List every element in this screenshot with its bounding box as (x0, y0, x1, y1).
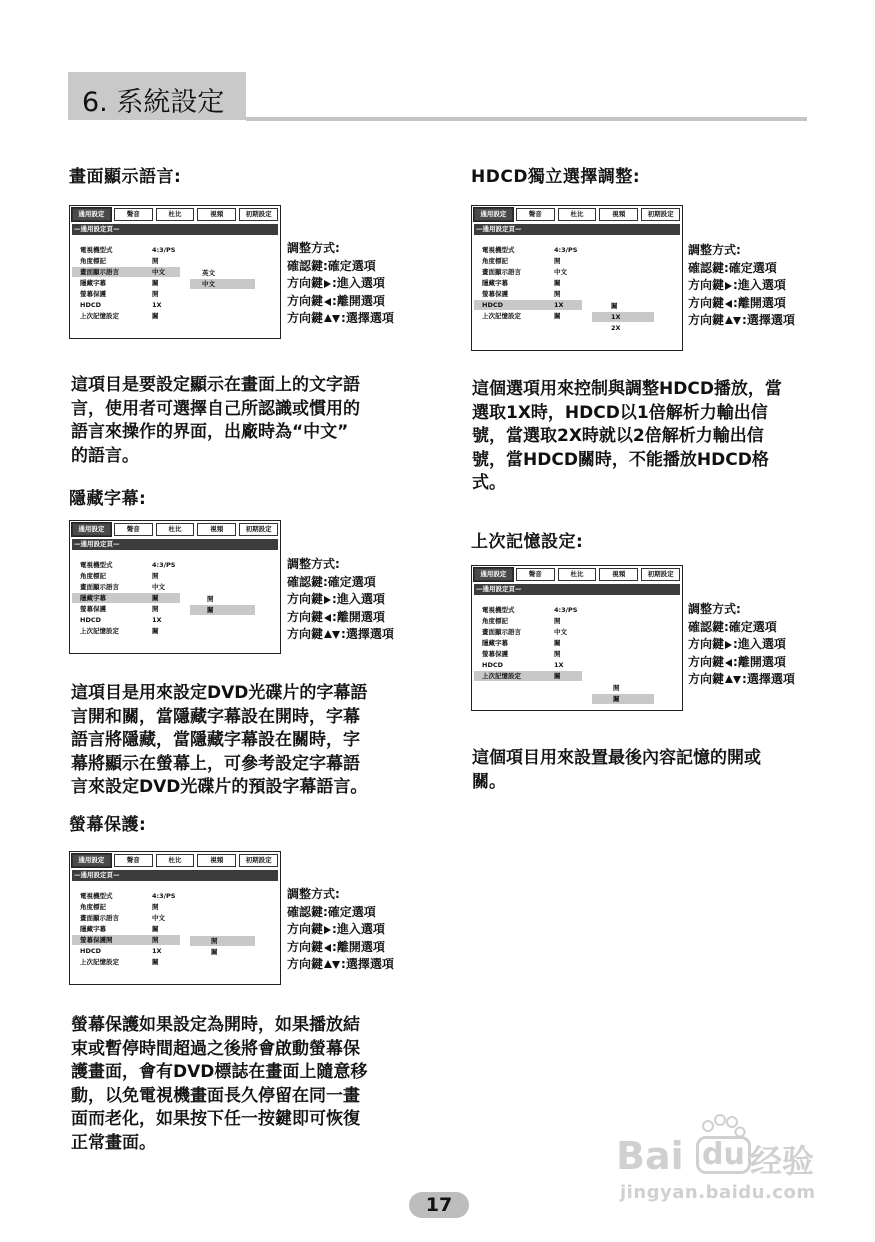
up-arrow-icon (324, 630, 332, 638)
menu-row: 隱藏字幕 關 (482, 639, 561, 647)
menu-bar: —通用設定頁— (72, 870, 278, 881)
menu-row-selected: 上次記憶設定 關 (474, 671, 582, 681)
tab-dolby: 杜比 (558, 208, 597, 221)
tab-audio: 聲音 (516, 208, 555, 221)
tab-general: 通用設定 (72, 854, 111, 867)
down-arrow-icon (332, 961, 340, 969)
tab-audio: 聲音 (114, 523, 153, 536)
menu-row-selected: 畫面顯示語言 中文 (72, 267, 180, 277)
screensaver-heading: 螢幕保護: (69, 815, 147, 835)
menu-row: HDCD 1X (80, 301, 162, 309)
baidu-watermark: Bai du 经验 jingyan.baidu.com (612, 1112, 827, 1212)
menu-row: 電視機型式 4:3/PS (482, 246, 578, 254)
menu-row: 畫面顯示語言 中文 (80, 914, 165, 922)
screensaver-instructions: 調整方式: 確認鍵:確定選項 方向鍵 :進入選項 方向鍵 :離開選項 方向鍵 :選擇選項 (287, 887, 394, 971)
tab-initial: 初期設定 (239, 523, 278, 536)
menu-tabs (72, 208, 278, 223)
menu-row: HDCD 1X (80, 947, 162, 955)
tab-initial: 初期設定 (641, 568, 680, 581)
tab-initial: 初期設定 (239, 854, 278, 867)
up-arrow-icon (324, 960, 332, 968)
menu-row: 畫面顯示語言 中文 (482, 268, 567, 276)
left-arrow-icon (324, 298, 331, 306)
tab-initial: 初期設定 (641, 208, 680, 221)
tab-general: 通用設定 (474, 568, 513, 581)
chapter-header (68, 72, 246, 120)
menu-row: 電視機型式 4:3/PS (80, 246, 176, 254)
menu-row: 角度標記 開 (482, 617, 561, 625)
submenu-highlight (592, 694, 654, 704)
submenu-highlight (190, 279, 255, 289)
tab-dolby: 杜比 (156, 208, 195, 221)
tab-audio: 聲音 (114, 208, 153, 221)
subtitle-menu (69, 520, 281, 654)
chapter-rule (246, 117, 807, 121)
subtitle-heading: 隱藏字幕: (69, 489, 147, 509)
menu-row: HDCD 1X (482, 661, 564, 669)
tab-audio: 聲音 (114, 854, 153, 867)
screensaver-menu (69, 851, 281, 985)
down-arrow-icon (332, 631, 340, 639)
submenu-option: 關 (211, 948, 218, 956)
screensaver-paragraph: 螢幕保護如果設定為開時，如果播放結 束或暫停時間超過之後將會啟動螢幕保 護畫面，會有DVD標誌在畫面上隨意移 動，以免電視機畫面長久停留在同一畫 面而老化，如果按下任一按鍵即可恢復 正常畫面。 (71, 1015, 368, 1153)
submenu-option: 1X (611, 313, 621, 321)
menu-row: 角度標記 開 (80, 572, 159, 580)
tab-video: 視頻 (599, 208, 638, 221)
chapter-title: 6. 系統設定 (82, 87, 225, 118)
tab-general: 通用設定 (72, 523, 111, 536)
menu-row: 螢幕保護 開 (80, 290, 159, 298)
tab-video: 視頻 (197, 523, 236, 536)
menu-row: 螢幕保護 開 (482, 290, 561, 298)
hdcd-heading: HDCD獨立選擇調整: (471, 167, 641, 187)
menu-row: 隱藏字幕 關 (482, 279, 561, 287)
submenu-option: 中文 (202, 280, 215, 288)
menu-row: 上次記憶設定 關 (80, 958, 159, 966)
subtitle-paragraph: 這項目是用來設定DVD光碟片的字幕語 言開和關，當隱藏字幕設在開時，字幕 語言將隱藏，當隱藏字幕設在關時，字 幕將顯示在螢幕上，可參考設定字幕語 言來設定DVD光碟片的預設字幕語言。 (71, 683, 368, 797)
tab-general: 通用設定 (474, 208, 513, 221)
menu-row: HDCD 1X (80, 616, 162, 624)
hdcd-menu (471, 205, 683, 351)
language-instructions: 調整方式: 確認鍵:確定選項 方向鍵 :進入選項 方向鍵 :離開選項 方向鍵 :選擇選項 (287, 241, 394, 325)
up-arrow-icon (725, 316, 733, 324)
left-arrow-icon (725, 659, 732, 667)
menu-row: 角度標記 開 (80, 257, 159, 265)
subtitle-instructions: 調整方式: 確認鍵:確定選項 方向鍵 :進入選項 方向鍵 :離開選項 方向鍵 :選擇選項 (287, 557, 394, 641)
lastmemory-paragraph: 這個項目用來設置最後內容記憶的開或 關。 (472, 748, 761, 792)
tab-video: 視頻 (197, 208, 236, 221)
submenu-highlight (190, 605, 255, 615)
submenu-option: 開 (211, 937, 218, 945)
language-menu (69, 205, 281, 339)
tab-dolby: 杜比 (156, 523, 195, 536)
hdcd-paragraph: 這個選項用來控制與調整HDCD播放，當 選取1X時，HDCD以1倍解析力輸出信 號，當選取2X時就以2倍解析力輸出信 號，當HDCD關時，不能播放HDCD格 式。 (472, 379, 782, 493)
menu-row-selected: 隱藏字幕 關 (72, 593, 180, 603)
submenu-option: 關 (207, 606, 214, 614)
menu-row: 螢幕保護 開 (80, 605, 159, 613)
menu-bar: —通用設定頁— (72, 224, 278, 235)
menu-bar: —通用設定頁— (72, 539, 278, 550)
submenu-option: 2X (611, 324, 621, 332)
menu-row: 上次記憶設定 關 (80, 312, 159, 320)
menu-row: 隱藏字幕 關 (80, 279, 159, 287)
up-arrow-icon (725, 675, 733, 683)
menu-row: 電視機型式 4:3/PS (482, 606, 578, 614)
lastmemory-instructions: 調整方式: 確認鍵:確定選項 方向鍵 :進入選項 方向鍵 :離開選項 方向鍵 :選擇選項 (688, 602, 795, 686)
tab-dolby: 杜比 (156, 854, 195, 867)
menu-row: 角度標記 開 (482, 257, 561, 265)
up-arrow-icon (324, 314, 332, 322)
tab-video: 視頻 (197, 854, 236, 867)
menu-row: 電視機型式 4:3/PS (80, 561, 176, 569)
left-arrow-icon (324, 614, 331, 622)
tab-audio: 聲音 (516, 568, 555, 581)
right-arrow-icon (324, 596, 331, 604)
down-arrow-icon (733, 317, 741, 325)
menu-row: 上次記憶設定 關 (482, 312, 561, 320)
menu-row-selected: HDCD 1X (474, 300, 582, 310)
menu-bar: —通用設定頁— (474, 584, 680, 595)
down-arrow-icon (733, 676, 741, 684)
right-arrow-icon (725, 282, 732, 290)
submenu-option: 關 (611, 302, 618, 310)
language-heading: 畫面顯示語言: (69, 167, 182, 187)
submenu-option: 英文 (202, 269, 215, 277)
menu-row: 畫面顯示語言 中文 (80, 583, 165, 591)
submenu-highlight (190, 936, 255, 946)
left-arrow-icon (324, 944, 331, 952)
lastmemory-heading: 上次記憶設定: (471, 532, 584, 552)
menu-row: 上次記憶設定 關 (80, 627, 159, 635)
menu-row-selected: 螢幕保護開 開 (72, 935, 180, 945)
submenu-highlight (592, 312, 654, 322)
menu-row: 畫面顯示語言 中文 (482, 628, 567, 636)
menu-bar: —通用設定頁— (474, 224, 680, 235)
down-arrow-icon (332, 315, 340, 323)
submenu-option: 關 (613, 695, 620, 703)
right-arrow-icon (324, 926, 331, 934)
language-paragraph: 這項目是要設定顯示在畫面上的文字語 言，使用者可選擇自己所認識或慣用的 語言來操作的界面，出廠時為“中文” 的語言。 (71, 375, 360, 466)
hdcd-instructions: 調整方式: 確認鍵:確定選項 方向鍵 :進入選項 方向鍵 :離開選項 方向鍵 :選擇選項 (688, 243, 795, 327)
menu-row: 電視機型式 4:3/PS (80, 892, 176, 900)
tab-general: 通用設定 (72, 208, 111, 221)
tab-video: 視頻 (599, 568, 638, 581)
right-arrow-icon (324, 280, 331, 288)
lastmemory-menu (471, 565, 683, 711)
page-number: 17 (409, 1192, 469, 1218)
right-arrow-icon (725, 641, 732, 649)
tab-dolby: 杜比 (558, 568, 597, 581)
submenu-option: 開 (207, 595, 214, 603)
menu-row: 隱藏字幕 關 (80, 925, 159, 933)
submenu-option: 開 (613, 684, 620, 692)
menu-row: 角度標記 開 (80, 903, 159, 911)
tab-initial: 初期設定 (239, 208, 278, 221)
menu-row: 螢幕保護 開 (482, 650, 561, 658)
left-arrow-icon (725, 300, 732, 308)
